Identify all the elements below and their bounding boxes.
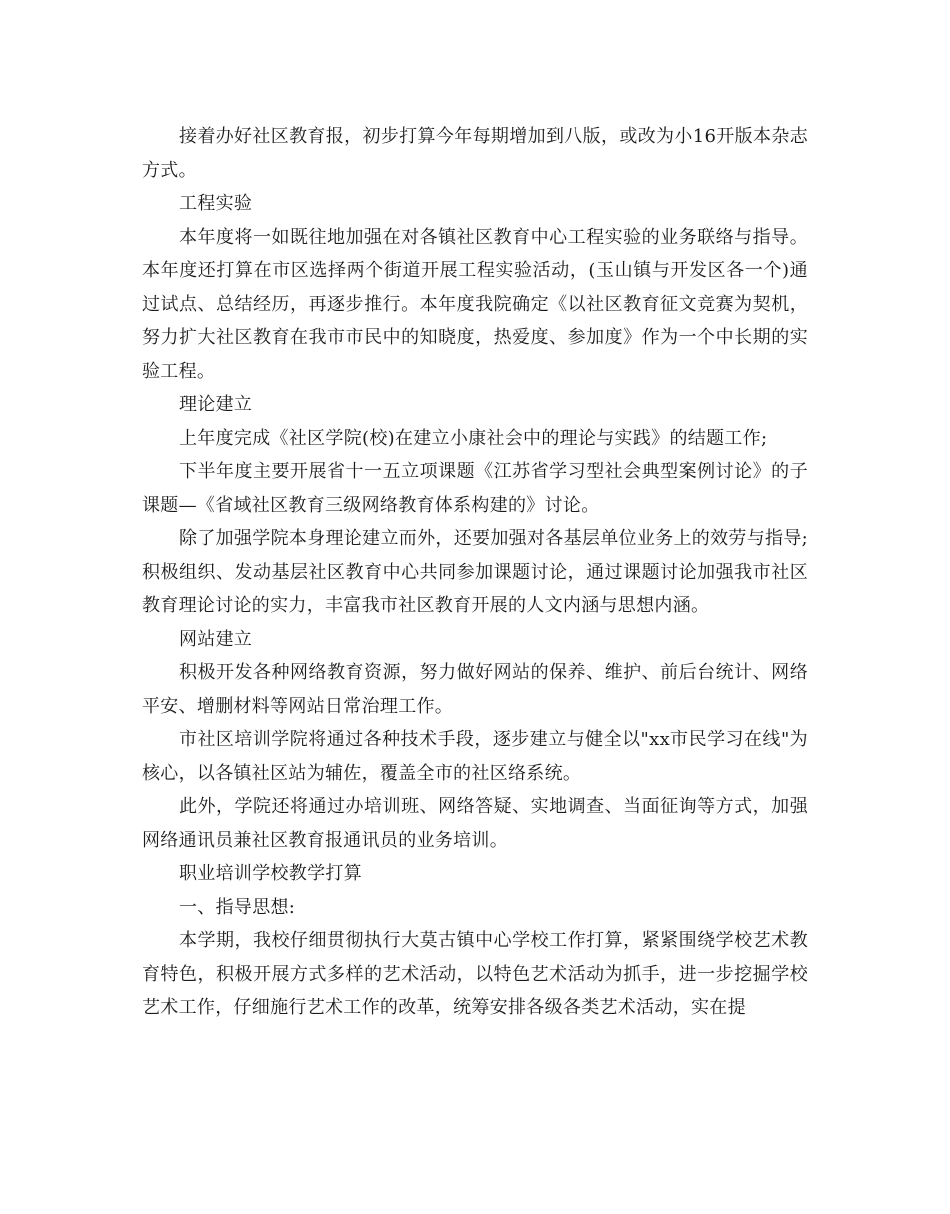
heading-website-building: 网站建立 [179,628,253,650]
heading-vocational-teaching-plan: 职业培训学校教学打算 [179,863,362,884]
paragraph-theory-guidance: 除了加强学院本身理论建立而外，还要加强对各基层单位业务上的效劳与指导;积极组织、发动基层社区教育中心共同参加课题讨论，通过课题讨论加强我市社区教育理论讨论的实力，丰富我市社区教育开展的人文内涵与思想内涵。 [142,528,808,616]
paragraph-second-half-research: 下半年度主要开展省十一五立项课题《江苏省学习型社会典型案例讨论》的子课题—《省域社区教育三级网络教育体系构建的》讨论。 [142,461,808,516]
paragraph-experiment-details: 本年度将一如既往地加强在对各镇社区教育中心工程实验的业务联络与指导。本年度还打算在市区选择两个街道开展工程实验活动，(玉山镇与开发区各一个)通过试点、总结经历，再逐步推行。本年度我院确定《以社区教育征文竞赛为契机，努力扩大社区教育在我市市民中的知晓度，热爱度、参加度》作为一个中长期的实验工程。 [142,226,808,382]
paragraph-online-learning-system: 市社区培训学院将通过各种技术手段，逐步建立与健全以"xx市民学习在线"为核心，以各镇社区站为辅佐，覆盖全市的社区络系统。 [142,729,808,784]
paragraph-newspaper-plan: 接着办好社区教育报，初步打算今年每期增加到八版，或改为小16开版本杂志方式。 [142,126,808,181]
document-body [142,120,808,1025]
heading-theory-building: 理论建立 [179,394,253,415]
paragraph-correspondent-training: 此外，学院还将通过办培训班、网络答疑、实地调查、当面征询等方式，加强网络通讯员兼社区教育报通讯员的业务培训。 [142,796,808,851]
paragraph-website-maintenance: 积极开发各种网络教育资源，努力做好网站的保养、维护、前后台统计、网络平安、增删材料等网站日常治理工作。 [142,662,808,717]
heading-engineering-experiment: 工程实验 [179,193,253,214]
heading-guiding-ideology: 一、指导思想: [179,896,296,918]
paragraph-semester-plan: 本学期，我校仔细贯彻执行大莫古镇中心学校工作打算，紧紧围绕学校艺术教育特色，积极开展方式多样的艺术活动，以特色艺术活动为抓手，进一步挖掘学校艺术工作，仔细施行艺术工作的改革，统筹安排各级各类艺术活动，实在提 [142,930,808,1018]
paragraph-last-year-research: 上年度完成《社区学院(校)在建立小康社会中的理论与实践》的结题工作; [179,427,768,449]
